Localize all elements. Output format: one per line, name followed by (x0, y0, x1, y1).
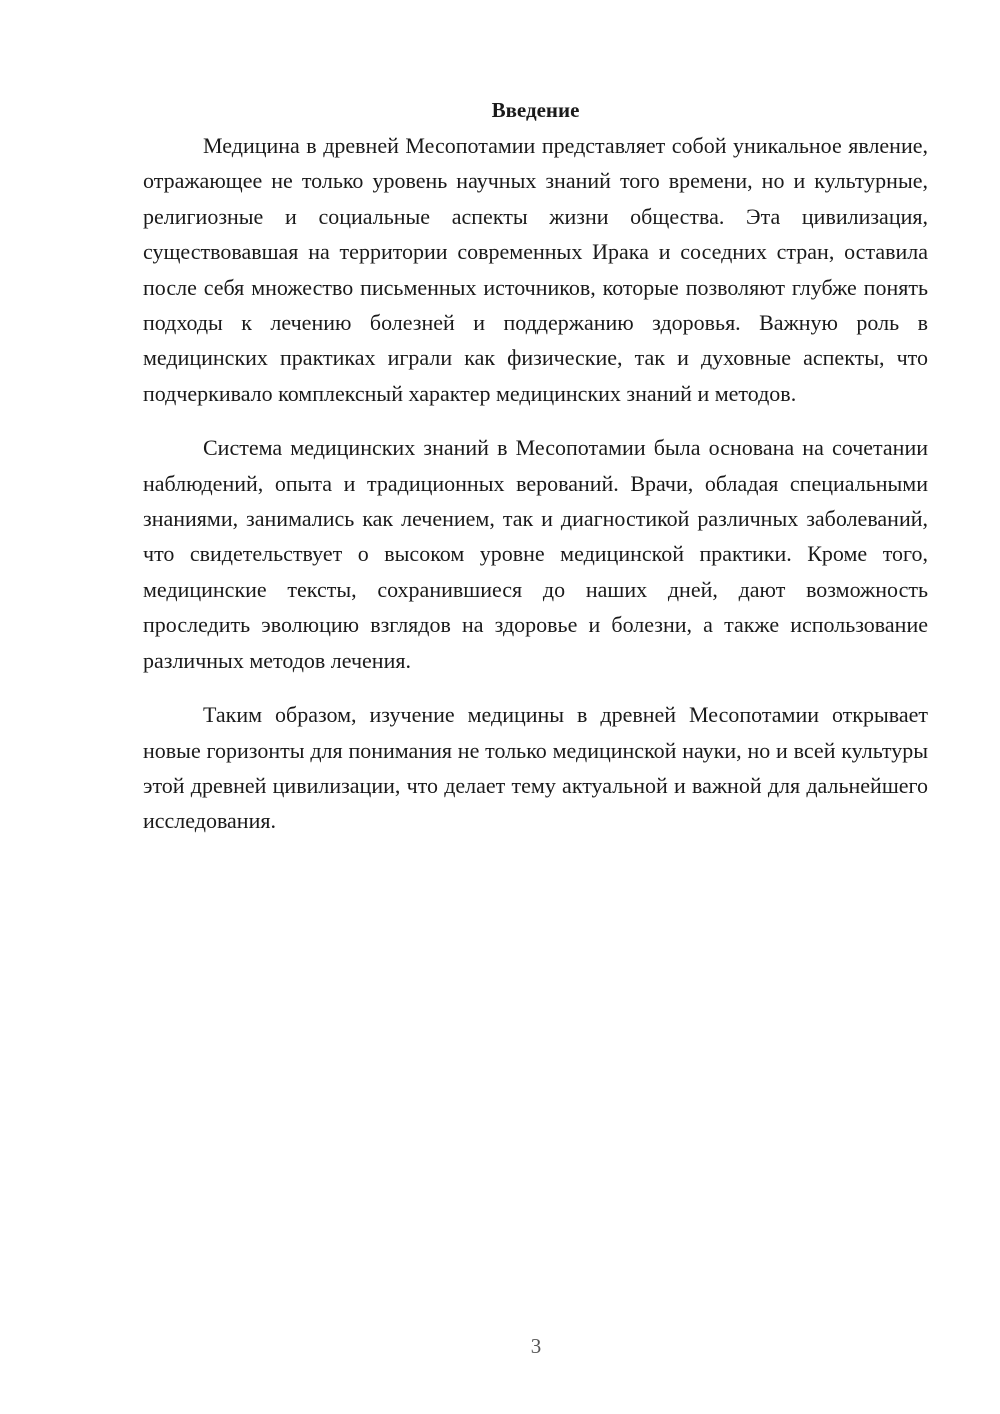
section-heading: Введение (491, 98, 580, 122)
paragraph-2: Система медицинских знаний в Месопотамии была основана на сочетании наблюдений, опыта и традиционных верований. Врачи, обладая специальными знаниями, занимались как лечением, так и диагностикой различных заболеваний, что свидетельствует о высоком уровне медицинской практики. Кроме того, медицинские тексты, сохранившиеся до наших дней, дают возможность проследить эволюцию взглядов на здоровье и болезни, а также использование различных методов лечения. (143, 435, 928, 673)
paragraph-3: Таким образом, изучение медицины в древней Месопотамии открывает новые горизонты для понимания не только медицинской науки, но и всей культуры этой древней цивилизации, что делает тему актуальной и важной для дальнейшего исследования. (143, 702, 928, 834)
paragraph-1: Медицина в древней Месопотамии представляет собой уникальное явление, отражающее не только уровень научных знаний того времени, но и культурные, религиозные и социальные аспекты жизни общества. Эта цивилизация, существовавшая на территории современных Ирака и соседних стран, оставила после себя множество письменных источников, которые позволяют глубже понять подходы к лечению болезней и поддержанию здоровья. Важную роль в медицинских практиках играли как физические, так и духовные аспекты, что подчеркивало комплексный характер медицинских знаний и методов. (143, 133, 928, 406)
page-content (143, 94, 928, 858)
page-number: 3 (530, 1334, 542, 1358)
